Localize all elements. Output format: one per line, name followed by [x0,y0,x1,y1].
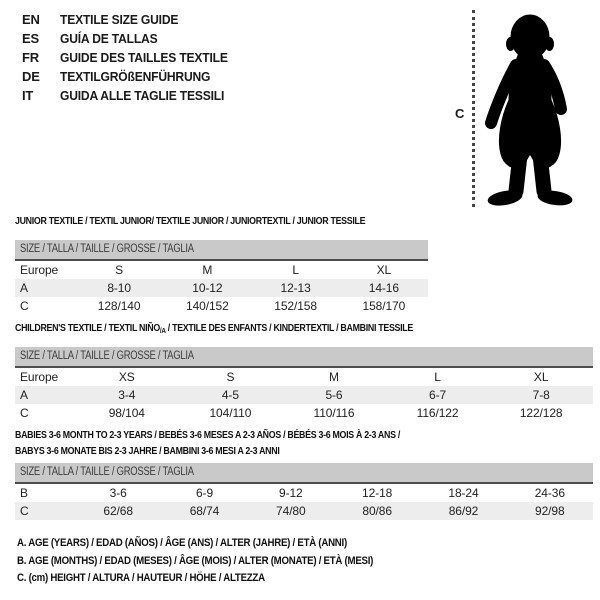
legend [17,535,373,588]
table-cell: 12-13 [280,281,311,295]
table-cell: 10-12 [192,281,223,295]
junior-table-title: JUNIOR TEXTILE / TEXTIL JUNIOR/ TEXTILE JUNIOR / JUNIORTEXTIL / JUNIOR TESSILE [15,215,366,227]
table-cell: M [202,263,213,277]
row-label: C [20,406,29,420]
table-cell: 18-24 [448,486,479,500]
language-code: DE [22,69,40,84]
table-row [15,502,593,520]
table-row [15,386,593,404]
table-cell: 122/128 [519,406,563,420]
row-label: C [20,504,29,518]
table-row [15,484,593,502]
table-row [15,261,428,279]
table-cell: M [329,370,339,384]
children-title-text: / TEXTILE DES ENFANTS / KINDERTEXTIL / BAMBINI TESSILE [165,322,413,334]
size-header-bar [15,463,593,484]
table-cell: 14-16 [368,281,399,295]
table-row [15,404,593,422]
table-cell: 86/92 [448,504,479,518]
table-cell: 9-12 [279,486,303,500]
table-cell: 104/110 [209,406,252,420]
language-code: IT [22,88,34,103]
table-row [15,368,593,386]
babies-table-title [15,427,400,459]
children-table-title [15,322,413,335]
table-row [15,297,428,315]
junior-table [15,240,428,315]
row-label: Europe [20,263,59,277]
table-cell: 68/74 [189,504,220,518]
row-label: B [20,486,28,500]
legend-line-c: C. (cm) HEIGHT / ALTURA / HAUTEUR / HÖHE / ALTEZZA [17,572,265,584]
language-row [22,29,240,48]
table-cell: 98/104 [108,406,145,420]
language-row [22,67,240,86]
table-cell: 92/98 [535,504,565,518]
table-cell: L [292,263,299,277]
children-title-subscript: /A [159,326,166,335]
table-cell: 62/68 [103,504,133,518]
children-table [15,347,593,422]
table-cell: 5-6 [325,388,343,402]
legend-line-a: A. AGE (YEARS) / EDAD (AÑOS) / ÂGE (ANS) / ALTER (JAHRE) / ETÀ (ANNI) [17,537,347,549]
table-cell: 140/152 [186,299,229,313]
babies-title-line-2: BABYS 3-6 MONATE BIS 2-3 JAHRE / BAMBINI 3-6 MESI A 2-3 ANNI [15,445,280,457]
table-cell: 6-7 [429,388,447,402]
table-cell: 4-5 [221,388,239,402]
language-label: TEXTILE SIZE GUIDE [60,12,179,27]
table-cell: 74/80 [276,504,306,518]
language-row [22,48,240,67]
table-cell: XS [118,370,135,384]
language-code: EN [22,12,40,27]
row-label: A [20,388,28,402]
table-cell: XL [376,263,392,277]
table-cell: 24-36 [534,486,565,500]
language-label: GUIDA ALLE TAGLIE TESSILI [60,88,225,103]
table-cell: 152/158 [274,299,317,313]
language-label: GUIDE DES TAILLES TEXTILE [60,50,228,65]
language-code: FR [22,50,39,65]
table-row [15,279,428,297]
table-cell: 158/170 [362,299,406,313]
row-label: Europe [20,370,59,384]
babies-table [15,463,593,520]
table-cell: 3-6 [109,486,127,500]
table-cell: L [434,370,441,384]
language-code: ES [22,31,39,46]
table-cell: 6-9 [195,486,214,500]
toddler-silhouette-icon [478,8,596,210]
language-list [22,10,240,105]
table-cell: 3-4 [118,388,136,402]
table-cell: 110/116 [313,406,355,420]
height-dotted-line [472,10,475,207]
legend-line-b: B. AGE (MONTHS) / EDAD (MESES) / ÂGE (MOIS) / ALTER (MONATE) / ETÀ (MESI) [17,554,374,567]
language-row [22,86,240,105]
table-cell: 7-8 [532,388,550,402]
figure-height-label: C [455,106,465,121]
language-label: TEXTILGRÖßENFÜHRUNG [60,69,211,84]
table-cell: 80/86 [362,504,392,518]
table-cell: XL [533,370,549,384]
table-cell: 8-10 [107,281,131,295]
table-cell: S [226,370,235,384]
size-header-label: SIZE / TALLA / TAILLE / GRÖSSE / TAGLIA [20,243,194,255]
table-cell: 116/122 [416,406,459,420]
size-header-label: SIZE / TALLA / TAILLE / GRÖSSE / TAGLIA [20,466,194,478]
row-label: C [20,299,29,313]
size-header-label: SIZE / TALLA / TAILLE / GRÖSSE / TAGLIA [20,350,194,362]
size-header-bar [15,240,428,261]
table-cell: S [115,263,124,277]
row-label: A [20,281,28,295]
table-cell: 128/140 [97,299,141,313]
children-title-text: CHILDREN'S TEXTILE / TEXTIL NIÑO [15,322,160,334]
size-header-bar [15,347,593,368]
table-cell: 12-18 [362,486,393,500]
language-row [22,10,240,29]
language-label: GUÍA DE TALLAS [60,31,158,46]
babies-title-line-1: BABIES 3-6 MONTH TO 2-3 YEARS / BEBÉS 3-6 MESES A 2-3 AÑOS / BÉBÉS 3-6 MOIS À 2-3 ANS / [15,429,400,441]
